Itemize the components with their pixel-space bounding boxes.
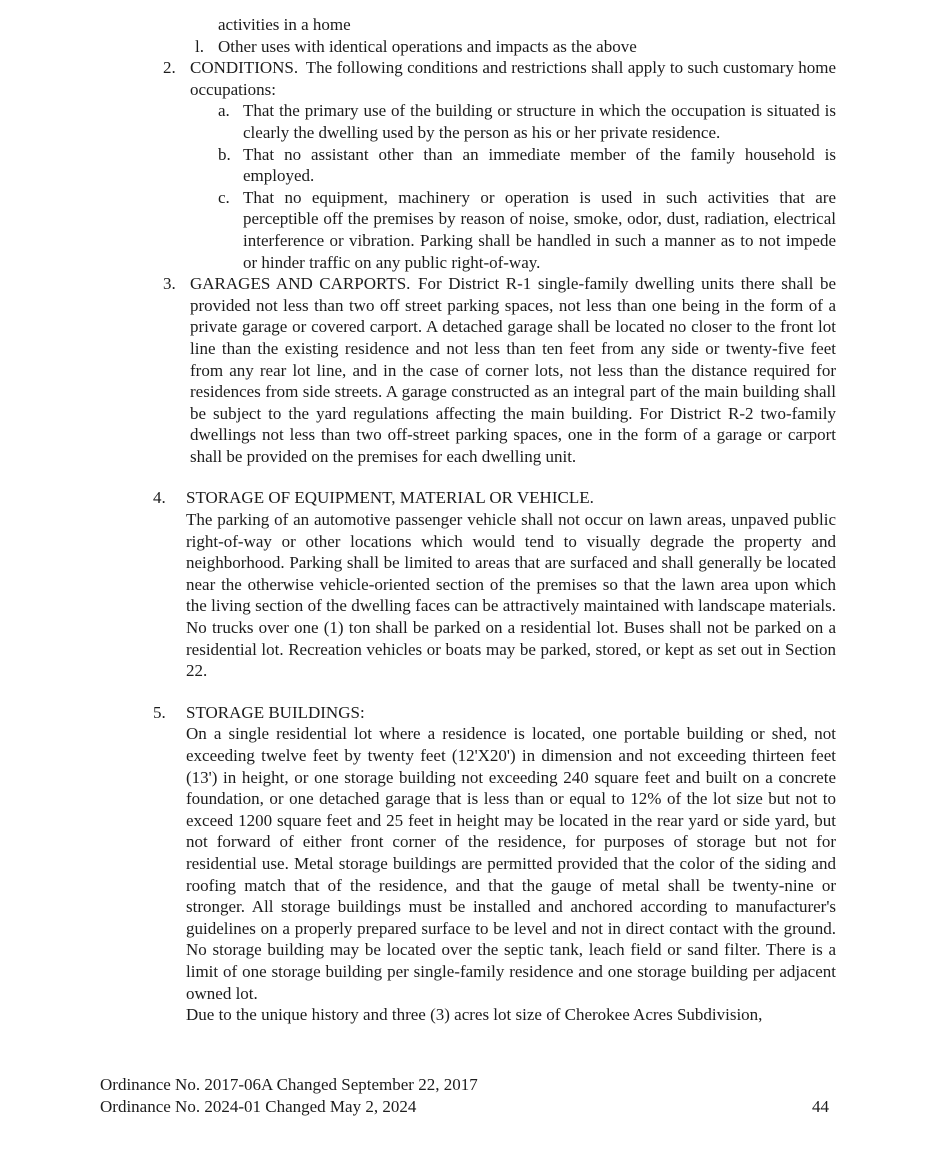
list-item-3-number: 3. (163, 274, 176, 294)
list-item-3-text (190, 273, 836, 467)
continuation-line: activities in a home (218, 15, 351, 34)
sub-item-a-marker: a. (218, 101, 230, 121)
list-item-l-text: Other uses with identical operations and impacts as the above (218, 36, 637, 56)
footer-ordinance-line-1: Ordinance No. 2017-06A Changed September 22, 2017 (100, 1075, 478, 1094)
list-item-2-heading: CONDITIONS. (190, 58, 299, 78)
list-item-5 (153, 702, 836, 1026)
list-item-2-text (190, 57, 836, 100)
sub-item-a (218, 100, 836, 143)
sub-item-b-text: That no assistant other than an immediate member of the family household is employed. (243, 144, 836, 186)
list-item-3-heading: GARAGES AND CARPORTS. (190, 274, 411, 294)
list-item-3 (163, 273, 836, 467)
list-item-2 (163, 57, 836, 100)
list-item-5-text (186, 702, 836, 1026)
list-item-2-number: 2. (163, 58, 176, 78)
list-item-5-body-2: Due to the unique history and three (3) acres lot size of Cherokee Acres Subdivision, (186, 1005, 763, 1025)
sub-item-a-text: That the primary use of the building or structure in which the occupation is situated is clearly the dwelling used by the person as his or her private residence. (243, 101, 836, 142)
list-item-4 (153, 487, 836, 681)
sub-item-c-text: That no equipment, machinery or operation is used in such activities that are perceptible off the premises by reason of noise, smoke, odor, dust, radiation, electrical interference or vibration. Parking shall be handled in such a manner as to not impede or hinder traffic on any public right-of-way. (243, 187, 836, 272)
list-item-4-text (186, 487, 836, 681)
footer-ordinance-line-2: Ordinance No. 2024-01 Changed May 2, 2024 (100, 1097, 417, 1117)
page-footer (100, 1074, 478, 1119)
list-item-5-body: On a single residential lot where a residence is located, one portable building or shed, not exceeding twelve feet by twenty feet (12'X20') in dimension and not exceeding thirteen feet (13') in height, or one storage building not exceeding 240 square feet and built on a concrete foundation, or one detached garage that is less than or equal to 12% of the lot size but not to exceed 1200 square feet and 25 feet in height may be located in the rear yard or side yard, but not forward of either front corner of the residence, for purposes of storage but not for residential use. Metal storage buildings are permitted provided that the color of the siding and roofing match that of the residence, and that the gauge of metal shall be twenty-nine or stronger. All storage buildings must be installed and anchored according to manufacturer's guidelines on a properly prepared surface to be level and not in direct contact with the ground. No storage building may be located over the septic tank, leach field or sand filter. There is a limit of one storage building per single-family residence and one storage building per adjacent owned lot. (186, 724, 836, 1003)
list-item-5-heading: STORAGE BUILDINGS: (186, 702, 365, 722)
list-item-4-heading: STORAGE OF EQUIPMENT, MATERIAL OR VEHICLE. (186, 488, 594, 508)
list-item-4-body: The parking of an automotive passenger vehicle shall not occur on lawn areas, unpaved public right-of-way or other locations which would tend to visually degrade the property and neighborhood. Parking shall be limited to areas that are surfaced and shall generally be located near the otherwise vehicle-oriented section of the premises so that the lawn area upon which the living section of the dwelling faces can be attractively maintained with landscape materials. No trucks over one (1) ton shall be parked on a residential lot. Buses shall not be parked on a residential lot. Recreation vehicles or boats may be parked, stored, or kept as set out in Section 22. (186, 510, 836, 681)
page-content (0, 14, 949, 1026)
list-item-5-number: 5. (153, 702, 166, 722)
list-item-l-marker: l. (195, 36, 204, 56)
list-item-l (195, 36, 836, 58)
sub-item-c (218, 187, 836, 273)
page-number: 44 (812, 1097, 829, 1116)
sub-item-b (218, 144, 836, 187)
list-item-4-number: 4. (153, 488, 166, 508)
sub-item-b-marker: b. (218, 144, 231, 164)
list-item-2-lead: The following conditions and restrictions shall apply to such customary home occupations: (190, 58, 836, 99)
list-item-3-lead: For District R-1 single-family dwelling units there shall be provided not less than two off street parking spaces, not less than one being in the form of a private garage or covered carport. A detached garage shall be located no closer to the front lot line than the existing residence and not less than ten feet from any side or twenty-five feet from any rear lot line, and in the case of corner lots, not less than the distance required for residences from side streets. A garage constructed as an integral part of the main building shall be subject to the yard regulations affecting the main building. For District R-2 two-family dwellings not less than two off-street parking spaces, one in the form of a garage or carport shall be provided on the premises for each dwelling unit. (190, 274, 836, 466)
sub-item-c-marker: c. (218, 187, 230, 207)
